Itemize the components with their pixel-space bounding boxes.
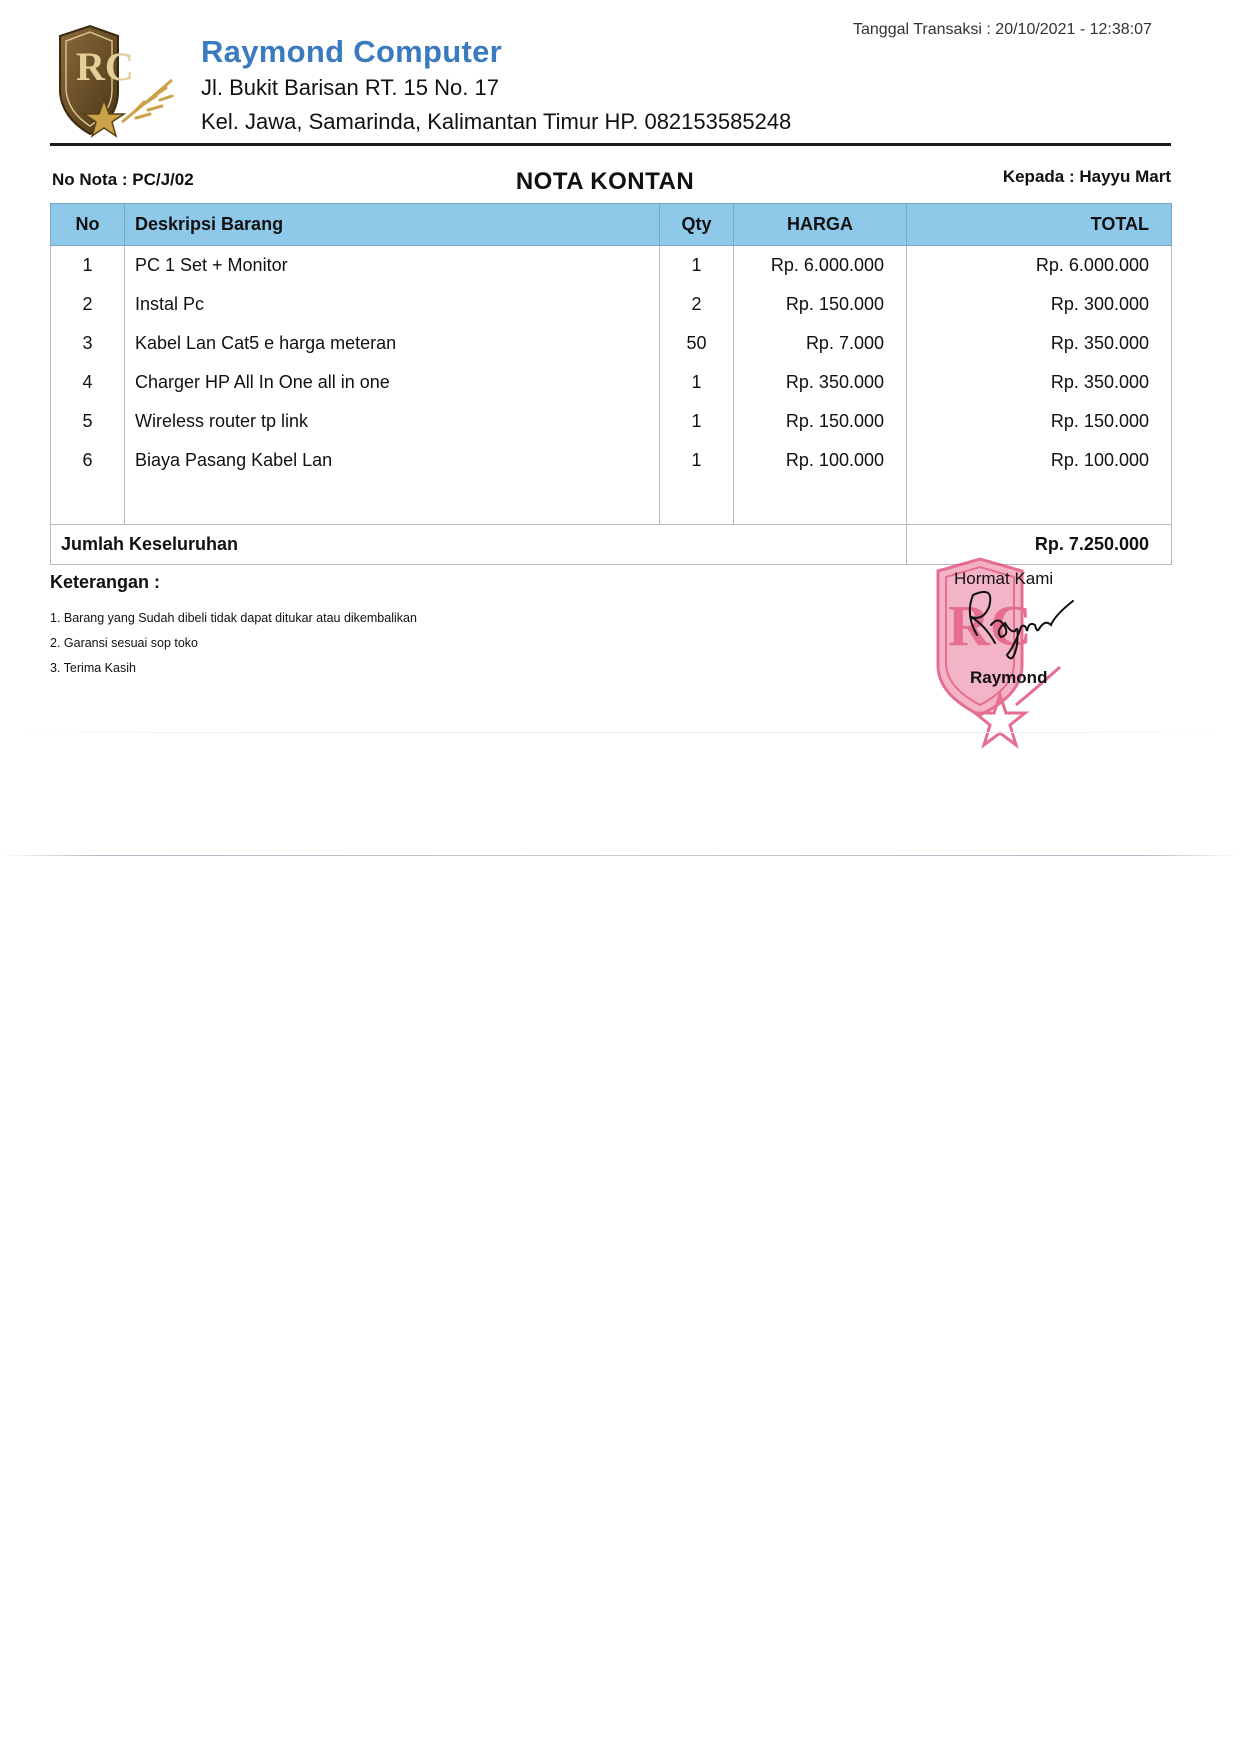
cell-no: 5 <box>51 402 125 441</box>
company-name: Raymond Computer <box>201 34 503 69</box>
notes-title: Keterangan : <box>50 572 161 592</box>
cell-total: Rp. 350.000 <box>907 363 1172 402</box>
notes-list <box>50 606 417 681</box>
company-address-line2: Kel. Jawa, Samarinda, Kalimantan Timur HP. 082153585248 <box>201 109 792 134</box>
cell-no: 6 <box>51 441 125 480</box>
cell-qty: 1 <box>660 402 734 441</box>
col-header-price: HARGA <box>734 204 907 246</box>
cell-no: 1 <box>51 246 125 286</box>
cell-qty: 1 <box>660 363 734 402</box>
table-row <box>51 324 1172 363</box>
table-spacer-row <box>51 480 1172 525</box>
grand-total-label: Jumlah Keseluruhan <box>51 525 907 565</box>
table-row <box>51 246 1172 286</box>
cell-price: Rp. 150.000 <box>734 402 907 441</box>
cell-description: Kabel Lan Cat5 e harga meteran <box>125 324 660 363</box>
cell-no: 4 <box>51 363 125 402</box>
cell-total: Rp. 150.000 <box>907 402 1172 441</box>
cell-total: Rp. 6.000.000 <box>907 246 1172 286</box>
handwritten-signature <box>955 585 1075 675</box>
cell-description: Charger HP All In One all in one <box>125 363 660 402</box>
cell-total: Rp. 350.000 <box>907 324 1172 363</box>
scan-fold-line <box>0 732 1240 733</box>
table-row <box>51 363 1172 402</box>
table-row <box>51 402 1172 441</box>
items-table <box>50 203 1172 565</box>
invoice-number: No Nota : PC/J/02 <box>52 170 194 189</box>
table-row <box>51 285 1172 324</box>
cell-price: Rp. 150.000 <box>734 285 907 324</box>
company-address-line1: Jl. Bukit Barisan RT. 15 No. 17 <box>201 75 499 100</box>
note-item: 3. Terima Kasih <box>50 661 136 675</box>
cell-qty: 1 <box>660 246 734 286</box>
transaction-date: Tanggal Transaksi : 20/10/2021 - 12:38:07 <box>853 21 1152 38</box>
col-header-qty: Qty <box>660 204 734 246</box>
note-item: 1. Barang yang Sudah dibeli tidak dapat ditukar atau dikembalikan <box>50 611 417 625</box>
grand-total-value: Rp. 7.250.000 <box>907 525 1172 565</box>
cell-price: Rp. 100.000 <box>734 441 907 480</box>
cell-total: Rp. 300.000 <box>907 285 1172 324</box>
note-item: 2. Garansi sesuai sop toko <box>50 636 198 650</box>
cell-no: 3 <box>51 324 125 363</box>
scan-fold-line <box>0 855 1240 856</box>
col-header-total: TOTAL <box>907 204 1172 246</box>
table-header-row <box>51 204 1172 246</box>
cell-description: Biaya Pasang Kabel Lan <box>125 441 660 480</box>
table-row <box>51 441 1172 480</box>
cell-description: Wireless router tp link <box>125 402 660 441</box>
header-divider <box>50 143 1171 146</box>
cell-price: Rp. 7.000 <box>734 324 907 363</box>
col-header-no: No <box>51 204 125 246</box>
cell-description: Instal Pc <box>125 285 660 324</box>
cell-qty: 2 <box>660 285 734 324</box>
col-header-description: Deskripsi Barang <box>125 204 660 246</box>
cell-description: PC 1 Set + Monitor <box>125 246 660 286</box>
signatory-name: Raymond <box>970 668 1048 687</box>
cell-qty: 50 <box>660 324 734 363</box>
cell-no: 2 <box>51 285 125 324</box>
cell-price: Rp. 6.000.000 <box>734 246 907 286</box>
company-logo <box>52 22 192 142</box>
cell-price: Rp. 350.000 <box>734 363 907 402</box>
cell-total: Rp. 100.000 <box>907 441 1172 480</box>
cell-qty: 1 <box>660 441 734 480</box>
logo-monogram: RC <box>76 44 134 89</box>
invoice-title: NOTA KONTAN <box>515 168 695 195</box>
stamp-monogram: RC <box>948 593 1032 658</box>
signature-greeting: Hormat Kami <box>954 569 1054 588</box>
invoice-recipient: Kepada : Hayyu Mart <box>1002 167 1171 186</box>
